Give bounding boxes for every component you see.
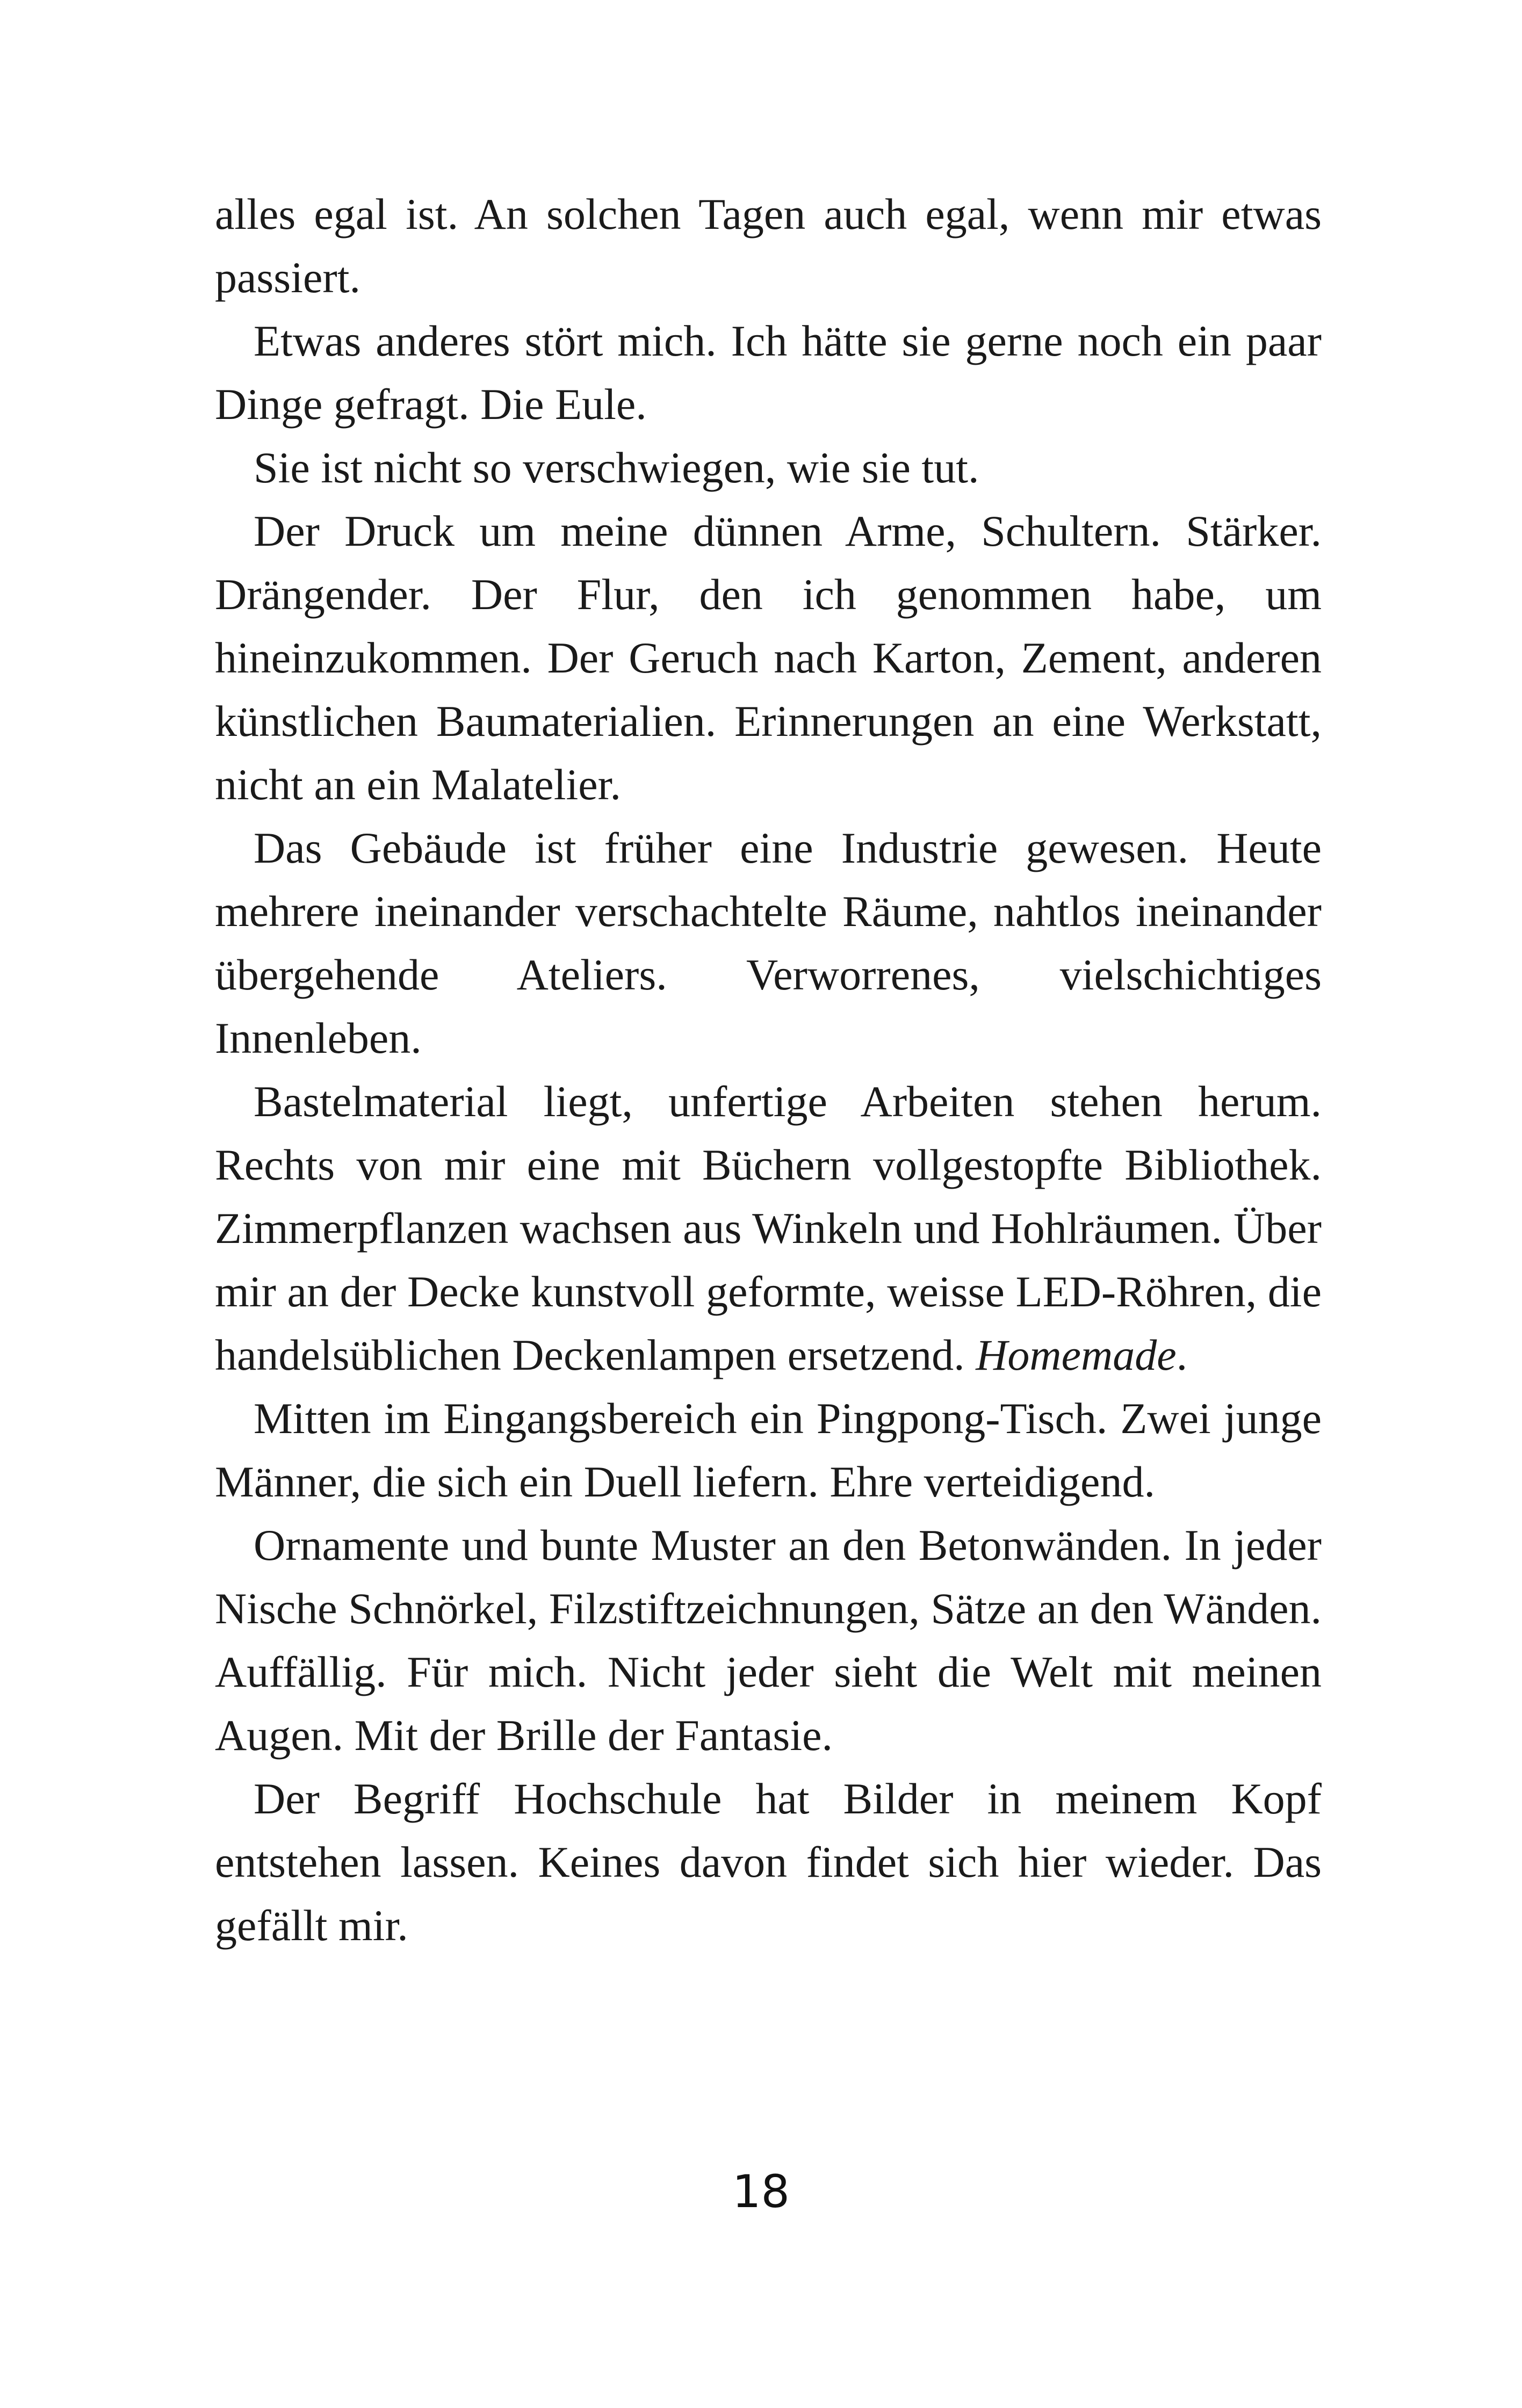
- paragraph-7: Mitten im Eingangsbereich ein Pingpong-Tisch. Zwei junge Männer, die sich ein Duell liefern. Ehre verteidigend.: [215, 1394, 1322, 1506]
- paragraph-8: Ornamente und bunte Muster an den Betonwänden. In jeder Nische Schnörkel, Filzstiftzeichnungen, Sätze an den Wänden. Auffällig. Für mich. Nicht jeder sieht die Welt mit meinen Augen. Mit der Brille der Fantasie.: [215, 1521, 1322, 1760]
- paragraph-5: Das Gebäude ist früher eine Industrie gewesen. Heute mehrere ineinander verschachtelte Räume, nahtlos ineinander übergehende Ateliers. Verworrenes, vielschichtiges Innenleben.: [215, 823, 1322, 1062]
- book-page: [215, 183, 1322, 1957]
- italic-word-homemade: Homemade: [976, 1330, 1177, 1379]
- page-number: 18: [732, 2165, 790, 2218]
- paragraph-1: alles egal ist. An solchen Tagen auch egal, wenn mir etwas passiert.: [215, 190, 1322, 302]
- paragraph-2: Etwas anderes stört mich. Ich hätte sie gerne noch ein paar Dinge gefragt. Die Eule.: [215, 316, 1322, 429]
- paragraph-6-text: Bastelmaterial liegt, unfertige Arbeiten stehen herum. Rechts von mir eine mit Büchern vollgestopfte Bibliothek. Zimmerpflanzen wachsen aus Winkeln und Hohlräumen. Über mir an der Decke kunstvoll geformte, weisse LED-Röhren, die handelsüblichen Deckenlampen ersetzend.: [215, 1077, 1322, 1379]
- paragraph-3: Sie ist nicht so verschwiegen, wie sie tut.: [254, 443, 979, 492]
- paragraph-9: Der Begriff Hochschule hat Bilder in meinem Kopf entstehen lassen. Keines davon findet sich hier wieder. Das gefällt mir.: [215, 1774, 1322, 1950]
- paragraph-4: Der Druck um meine dünnen Arme, Schultern. Stärker. Drängender. Der Flur, den ich genommen habe, um hineinzukommen. Der Geruch nach Karton, Zement, anderen künstlichen Baumaterialien. Erinnerungen an eine Werkstatt, nicht an ein Malatelier.: [215, 507, 1322, 809]
- paragraph-6: [215, 1070, 1322, 1387]
- italic-suffix: .: [1176, 1330, 1188, 1379]
